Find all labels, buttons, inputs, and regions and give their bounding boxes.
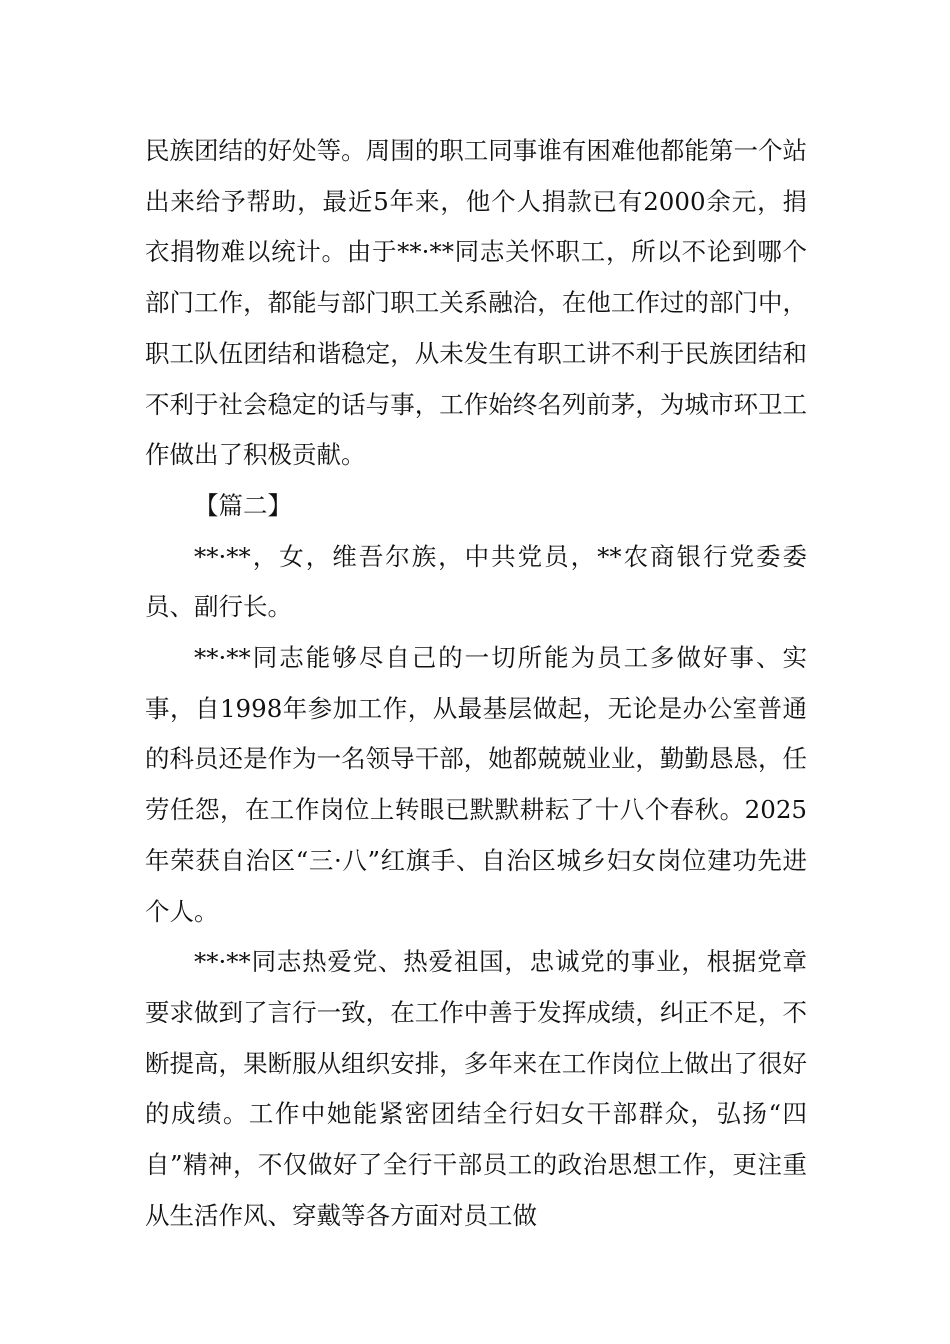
section-title: 【篇二】 [194, 490, 292, 520]
paragraph-work: **·**同志能够尽自己的一切所能为员工多做好事、实事，自1998年参加工作，从最基层做起，无论是办公室普通的科员还是作为一名领导干部，她都兢兢业业，勤勤恳恳，任劳任怨，在工作岗位上转眼已默默耕耘了十八个春秋。2025年荣获自治区“三·八”红旗手、自治区城乡妇女岗位建功先进个人。 [145, 643, 807, 926]
paragraph-party: **·**同志热爱党、热爱祖国，忠诚党的事业，根据党章要求做到了言行一致，在工作中善于发挥成绩，纠正不足，不断提高，果断服从组织安排，多年来在工作岗位上做出了很好的成绩。工作中她能紧密团结全行妇女干部群众，弘扬“四自”精神，不仅做好了全行干部员工的政治思想工作，更注重从生活作风、穿戴等各方面对员工做 [145, 947, 807, 1230]
paragraph-continued: 民族团结的好处等。周围的职工同事谁有困难他都能第一个站出来给予帮助，最近5年来，他个人捐款已有2000余元，捐衣捐物难以统计。由于**·**同志关怀职工，所以不论到哪个部门工作，都能与部门职工关系融洽，在他工作过的部门中，职工队伍团结和谐稳定，从未发生有职工讲不利于民族团结和不利于社会稳定的话与事，工作始终名列前茅，为城市环卫工作做出了积极贡献。 [145, 136, 807, 470]
paragraph-intro: **·**，女，维吾尔族，中共党员，**农商银行党委委员、副行长。 [145, 541, 807, 622]
document-body [145, 126, 807, 1241]
